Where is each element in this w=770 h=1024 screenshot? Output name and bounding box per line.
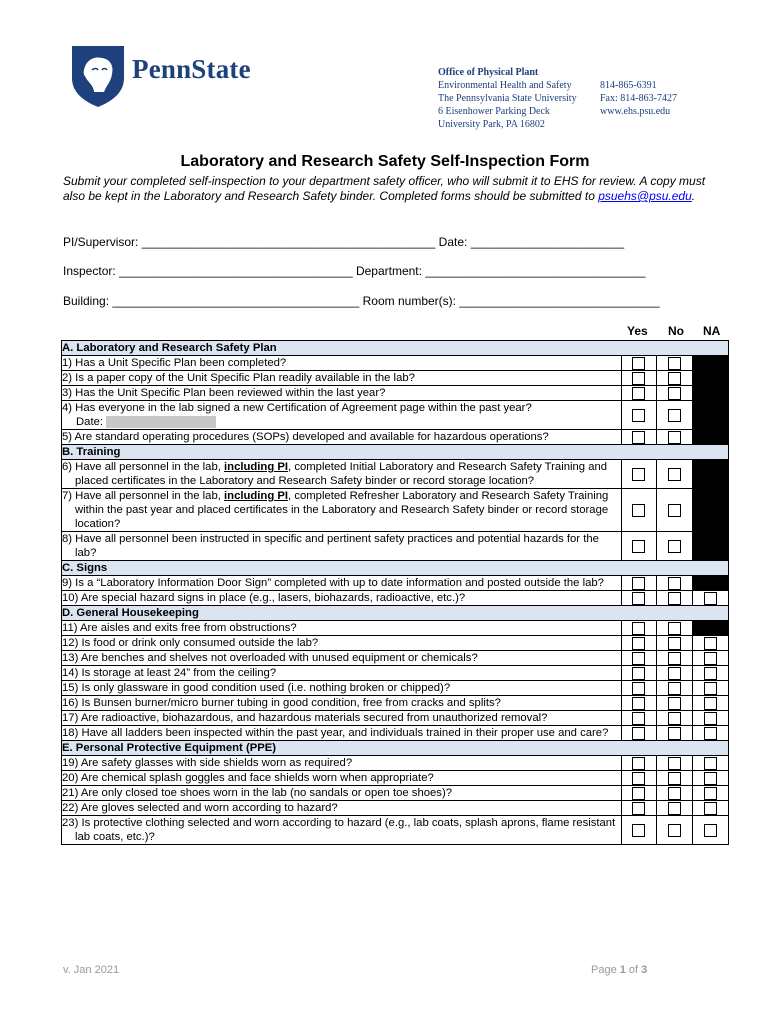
question-row bbox=[62, 356, 729, 371]
question-row bbox=[62, 711, 729, 726]
no-checkbox[interactable] bbox=[668, 357, 681, 370]
na-cell bbox=[693, 711, 729, 726]
yes-cell bbox=[621, 621, 657, 636]
no-cell bbox=[657, 681, 693, 696]
na-checkbox[interactable] bbox=[704, 712, 717, 725]
no-checkbox[interactable] bbox=[668, 682, 681, 695]
question-text: 20) Are chemical splash goggles and face shields worn when appropriate? bbox=[62, 771, 622, 786]
na-cell bbox=[693, 726, 729, 741]
na-cell bbox=[693, 786, 729, 801]
yes-checkbox[interactable] bbox=[632, 431, 645, 444]
yes-checkbox[interactable] bbox=[632, 667, 645, 680]
na-cell bbox=[693, 756, 729, 771]
question-text bbox=[62, 460, 621, 488]
no-checkbox[interactable] bbox=[668, 592, 681, 605]
na-cell bbox=[693, 681, 729, 696]
question-text-start: 7) Have all personnel in the lab, bbox=[62, 490, 225, 502]
address-line: 6 Eisenhower Parking Deck bbox=[438, 106, 550, 117]
na-checkbox[interactable] bbox=[704, 772, 717, 785]
no-checkbox[interactable] bbox=[668, 637, 681, 650]
yes-cell bbox=[621, 786, 657, 801]
yes-cell bbox=[621, 356, 657, 371]
yes-cell bbox=[621, 371, 657, 386]
na-cell bbox=[693, 651, 729, 666]
email-link[interactable]: psuehs@psu.edu bbox=[598, 189, 692, 203]
na-cell bbox=[693, 666, 729, 681]
section-header bbox=[62, 341, 729, 356]
yes-cell bbox=[621, 681, 657, 696]
question-row bbox=[62, 636, 729, 651]
yes-checkbox[interactable] bbox=[632, 727, 645, 740]
intro-end: . bbox=[691, 189, 696, 203]
yes-cell bbox=[621, 489, 657, 532]
yes-checkbox[interactable] bbox=[632, 357, 645, 370]
question-row bbox=[62, 489, 729, 532]
na-cell bbox=[693, 591, 729, 606]
fax-number: Fax: 814-863-7427 bbox=[600, 93, 677, 104]
nittany-lion-shield-icon bbox=[70, 44, 126, 108]
no-cell bbox=[657, 801, 693, 816]
na-checkbox[interactable] bbox=[704, 824, 717, 837]
question-text: 11) Are aisles and exits free from obstructions? bbox=[62, 621, 622, 636]
yes-checkbox[interactable] bbox=[632, 372, 645, 385]
question-row bbox=[62, 801, 729, 816]
na-cell bbox=[693, 771, 729, 786]
section-a-title: A. Laboratory and Research Safety Plan bbox=[62, 341, 729, 356]
no-checkbox[interactable] bbox=[668, 622, 681, 635]
yes-cell bbox=[621, 460, 657, 489]
pennstate-logo bbox=[70, 44, 280, 108]
no-cell bbox=[657, 489, 693, 532]
emphasis-including-pi: including PI bbox=[224, 490, 289, 502]
yes-cell bbox=[621, 771, 657, 786]
date-input[interactable] bbox=[106, 416, 216, 428]
yes-checkbox[interactable] bbox=[632, 409, 645, 422]
question-text: 21) Are only closed toe shoes worn in the lab (no sandals or open toe shoes)? bbox=[62, 786, 622, 801]
yes-cell bbox=[621, 386, 657, 401]
question-row bbox=[62, 386, 729, 401]
no-cell bbox=[657, 460, 693, 489]
no-checkbox[interactable] bbox=[668, 667, 681, 680]
inspection-table bbox=[61, 340, 729, 845]
question-text-end: , completed Refresher Laboratory and Research Safety Training within the past year and placed certificates in the Laboratory and Research Safety binder or record storage location? bbox=[75, 490, 609, 530]
no-checkbox[interactable] bbox=[668, 787, 681, 800]
question-row bbox=[62, 756, 729, 771]
no-cell bbox=[657, 386, 693, 401]
no-checkbox[interactable] bbox=[668, 431, 681, 444]
yes-cell bbox=[621, 816, 657, 845]
intro-body: Submit your completed self-inspection to your department safety officer, who will submit it to EHS for review. A copy must also be kept in the Laboratory and Research Safety binder. Completed forms should be submitted to bbox=[63, 174, 706, 203]
yes-checkbox[interactable] bbox=[632, 592, 645, 605]
na-checkbox[interactable] bbox=[704, 757, 717, 770]
no-cell bbox=[657, 651, 693, 666]
question-row bbox=[62, 401, 729, 430]
yes-checkbox[interactable] bbox=[632, 712, 645, 725]
website[interactable]: www.ehs.psu.edu bbox=[600, 106, 671, 117]
na-checkbox[interactable] bbox=[704, 652, 717, 665]
na-checkbox[interactable] bbox=[704, 592, 717, 605]
na-disabled-cell bbox=[693, 576, 729, 591]
question-text: 18) Have all ladders been inspected within the past year, and individuals trained in their proper use and care? bbox=[62, 727, 609, 739]
na-checkbox[interactable] bbox=[704, 787, 717, 800]
no-checkbox[interactable] bbox=[668, 372, 681, 385]
question-cell bbox=[62, 489, 622, 532]
page-of: of bbox=[625, 964, 642, 976]
no-cell bbox=[657, 371, 693, 386]
no-cell bbox=[657, 816, 693, 845]
question-text: 1) Has a Unit Specific Plan been completed? bbox=[62, 356, 622, 371]
yes-cell bbox=[621, 532, 657, 561]
no-cell bbox=[657, 666, 693, 681]
total-pages: 3 bbox=[641, 964, 648, 976]
no-cell bbox=[657, 356, 693, 371]
pi-supervisor-date-field[interactable]: PI/Supervisor: ____________________________________________ Date: _______________________ bbox=[63, 235, 625, 249]
no-cell bbox=[657, 771, 693, 786]
no-checkbox[interactable] bbox=[668, 468, 681, 481]
yes-cell bbox=[621, 591, 657, 606]
question-text bbox=[62, 489, 621, 531]
yes-cell bbox=[621, 401, 657, 430]
no-cell bbox=[657, 401, 693, 430]
no-checkbox[interactable] bbox=[668, 387, 681, 400]
office-address bbox=[438, 66, 577, 131]
building-room-field[interactable]: Building: _____________________________________ Room number(s): ______________________________ bbox=[63, 294, 660, 308]
question-text: 19) Are safety glasses with side shields worn as required? bbox=[62, 756, 622, 771]
yes-checkbox[interactable] bbox=[632, 772, 645, 785]
question-row bbox=[62, 371, 729, 386]
question-row bbox=[62, 666, 729, 681]
no-checkbox[interactable] bbox=[668, 577, 681, 590]
question-text-start: 6) Have all personnel in the lab, bbox=[62, 461, 225, 473]
yes-checkbox[interactable] bbox=[632, 697, 645, 710]
na-disabled-cell bbox=[693, 356, 729, 371]
no-checkbox[interactable] bbox=[668, 757, 681, 770]
section-header bbox=[62, 561, 729, 576]
date-label: Date: bbox=[76, 416, 104, 428]
column-no: No bbox=[668, 324, 684, 338]
question-text: 4) Has everyone in the lab signed a new Certification of Agreement page within the past year? bbox=[62, 402, 532, 414]
yes-checkbox[interactable] bbox=[632, 652, 645, 665]
no-cell bbox=[657, 621, 693, 636]
yes-checkbox[interactable] bbox=[632, 802, 645, 815]
page-title: Laboratory and Research Safety Self-Inspection Form bbox=[180, 153, 590, 170]
intro-text bbox=[63, 174, 713, 204]
question-text: 9) Is a “Laboratory Information Door Sign” completed with up to date information and posted outside the lab? bbox=[62, 577, 604, 589]
no-checkbox[interactable] bbox=[668, 802, 681, 815]
yes-checkbox[interactable] bbox=[632, 787, 645, 800]
question-cell bbox=[62, 726, 622, 741]
no-cell bbox=[657, 711, 693, 726]
na-cell bbox=[693, 696, 729, 711]
yes-checkbox[interactable] bbox=[632, 622, 645, 635]
question-row bbox=[62, 576, 729, 591]
question-text: 3) Has the Unit Specific Plan been reviewed within the last year? bbox=[62, 386, 622, 401]
na-cell bbox=[693, 816, 729, 845]
question-text: 10) Are special hazard signs in place (e.g., lasers, biohazards, radioactive, etc.)? bbox=[62, 591, 622, 606]
na-disabled-cell bbox=[693, 401, 729, 430]
na-checkbox[interactable] bbox=[704, 697, 717, 710]
section-header bbox=[62, 445, 729, 460]
section-header bbox=[62, 606, 729, 621]
office-name: Office of Physical Plant bbox=[438, 67, 539, 78]
question-row bbox=[62, 696, 729, 711]
question-row bbox=[62, 591, 729, 606]
section-e-title: E. Personal Protective Equipment (PPE) bbox=[62, 741, 729, 756]
phone-number: 814-865-6391 bbox=[600, 80, 657, 91]
yes-cell bbox=[621, 711, 657, 726]
current-page: 1 bbox=[619, 964, 626, 976]
address-line: Environmental Health and Safety bbox=[438, 80, 572, 91]
na-disabled-cell bbox=[693, 430, 729, 445]
na-disabled-cell bbox=[693, 371, 729, 386]
no-cell bbox=[657, 576, 693, 591]
na-checkbox[interactable] bbox=[704, 802, 717, 815]
yes-checkbox[interactable] bbox=[632, 577, 645, 590]
na-disabled-cell bbox=[693, 532, 729, 561]
question-row bbox=[62, 726, 729, 741]
question-row bbox=[62, 430, 729, 445]
na-checkbox[interactable] bbox=[704, 637, 717, 650]
question-row bbox=[62, 786, 729, 801]
emphasis-including-pi: including PI bbox=[224, 461, 289, 473]
office-contact bbox=[600, 79, 677, 118]
no-cell bbox=[657, 430, 693, 445]
yes-checkbox[interactable] bbox=[632, 637, 645, 650]
no-checkbox[interactable] bbox=[668, 712, 681, 725]
na-disabled-cell bbox=[693, 489, 729, 532]
page-number bbox=[591, 964, 647, 976]
no-cell bbox=[657, 726, 693, 741]
yes-cell bbox=[621, 801, 657, 816]
question-cell bbox=[62, 532, 622, 561]
yes-cell bbox=[621, 726, 657, 741]
na-disabled-cell bbox=[693, 621, 729, 636]
yes-cell bbox=[621, 651, 657, 666]
section-c-title: C. Signs bbox=[62, 561, 729, 576]
yes-checkbox[interactable] bbox=[632, 504, 645, 517]
section-d-title: D. General Housekeeping bbox=[62, 606, 729, 621]
yes-cell bbox=[621, 430, 657, 445]
question-row bbox=[62, 681, 729, 696]
question-cell bbox=[62, 816, 622, 845]
question-text: 17) Are radioactive, biohazardous, and hazardous materials secured from unauthorized removal? bbox=[62, 711, 622, 726]
section-header bbox=[62, 741, 729, 756]
na-cell bbox=[693, 636, 729, 651]
no-checkbox[interactable] bbox=[668, 540, 681, 553]
na-checkbox[interactable] bbox=[704, 667, 717, 680]
question-text: 12) Is food or drink only consumed outside the lab? bbox=[62, 636, 622, 651]
question-row bbox=[62, 816, 729, 845]
question-text: 23) Is protective clothing selected and worn according to hazard (e.g., lab coats, splash aprons, flame resistant lab coats, etc.)? bbox=[62, 817, 616, 843]
yes-checkbox[interactable] bbox=[632, 824, 645, 837]
question-row bbox=[62, 532, 729, 561]
address-line: University Park, PA 16802 bbox=[438, 119, 545, 130]
address-line: The Pennsylvania State University bbox=[438, 93, 577, 104]
page-label: Page bbox=[591, 964, 620, 976]
section-b-title: B. Training bbox=[62, 445, 729, 460]
no-cell bbox=[657, 591, 693, 606]
inspector-department-field[interactable]: Inspector: ___________________________________ Department: _________________________________ bbox=[63, 264, 646, 278]
no-checkbox[interactable] bbox=[668, 504, 681, 517]
question-cell bbox=[62, 576, 622, 591]
no-checkbox[interactable] bbox=[668, 727, 681, 740]
brand-name: PennState bbox=[132, 54, 251, 84]
question-text-end: , completed Initial Laboratory and Research Safety Training and placed certificates in the Laboratory and Research Safety binder or record storage location? bbox=[75, 461, 608, 487]
na-disabled-cell bbox=[693, 460, 729, 489]
na-checkbox[interactable] bbox=[704, 727, 717, 740]
no-cell bbox=[657, 696, 693, 711]
no-checkbox[interactable] bbox=[668, 652, 681, 665]
question-row bbox=[62, 460, 729, 489]
yes-cell bbox=[621, 696, 657, 711]
no-cell bbox=[657, 756, 693, 771]
column-yes: Yes bbox=[627, 324, 648, 338]
na-cell bbox=[693, 801, 729, 816]
yes-checkbox[interactable] bbox=[632, 468, 645, 481]
question-cell bbox=[62, 401, 622, 430]
no-checkbox[interactable] bbox=[668, 772, 681, 785]
yes-checkbox[interactable] bbox=[632, 387, 645, 400]
no-checkbox[interactable] bbox=[668, 824, 681, 837]
question-text: 14) Is storage at least 24” from the ceiling? bbox=[62, 666, 622, 681]
question-text: 2) Is a paper copy of the Unit Specific Plan readily available in the lab? bbox=[62, 371, 622, 386]
no-cell bbox=[657, 636, 693, 651]
question-row bbox=[62, 651, 729, 666]
question-text: 8) Have all personnel been instructed in specific and pertinent safety practices and potential hazards for the lab? bbox=[62, 533, 599, 559]
no-checkbox[interactable] bbox=[668, 409, 681, 422]
yes-checkbox[interactable] bbox=[632, 540, 645, 553]
na-disabled-cell bbox=[693, 386, 729, 401]
yes-cell bbox=[621, 666, 657, 681]
question-text: 5) Are standard operating procedures (SOPs) developed and available for hazardous operations? bbox=[62, 430, 622, 445]
question-row bbox=[62, 771, 729, 786]
question-text: 13) Are benches and shelves not overloaded with unused equipment or chemicals? bbox=[62, 651, 622, 666]
yes-checkbox[interactable] bbox=[632, 682, 645, 695]
version-label: v. Jan 2021 bbox=[63, 964, 120, 976]
na-checkbox[interactable] bbox=[704, 682, 717, 695]
column-na: NA bbox=[703, 324, 721, 338]
question-text: 15) Is only glassware in good condition used (i.e. nothing broken or chipped)? bbox=[62, 681, 622, 696]
yes-cell bbox=[621, 636, 657, 651]
question-row bbox=[62, 621, 729, 636]
question-cell bbox=[62, 460, 622, 489]
no-checkbox[interactable] bbox=[668, 697, 681, 710]
yes-cell bbox=[621, 756, 657, 771]
no-cell bbox=[657, 532, 693, 561]
no-cell bbox=[657, 786, 693, 801]
yes-checkbox[interactable] bbox=[632, 757, 645, 770]
yes-cell bbox=[621, 576, 657, 591]
question-text: 22) Are gloves selected and worn according to hazard? bbox=[62, 801, 622, 816]
question-text: 16) Is Bunsen burner/micro burner tubing in good condition, free from cracks and splits? bbox=[62, 696, 622, 711]
